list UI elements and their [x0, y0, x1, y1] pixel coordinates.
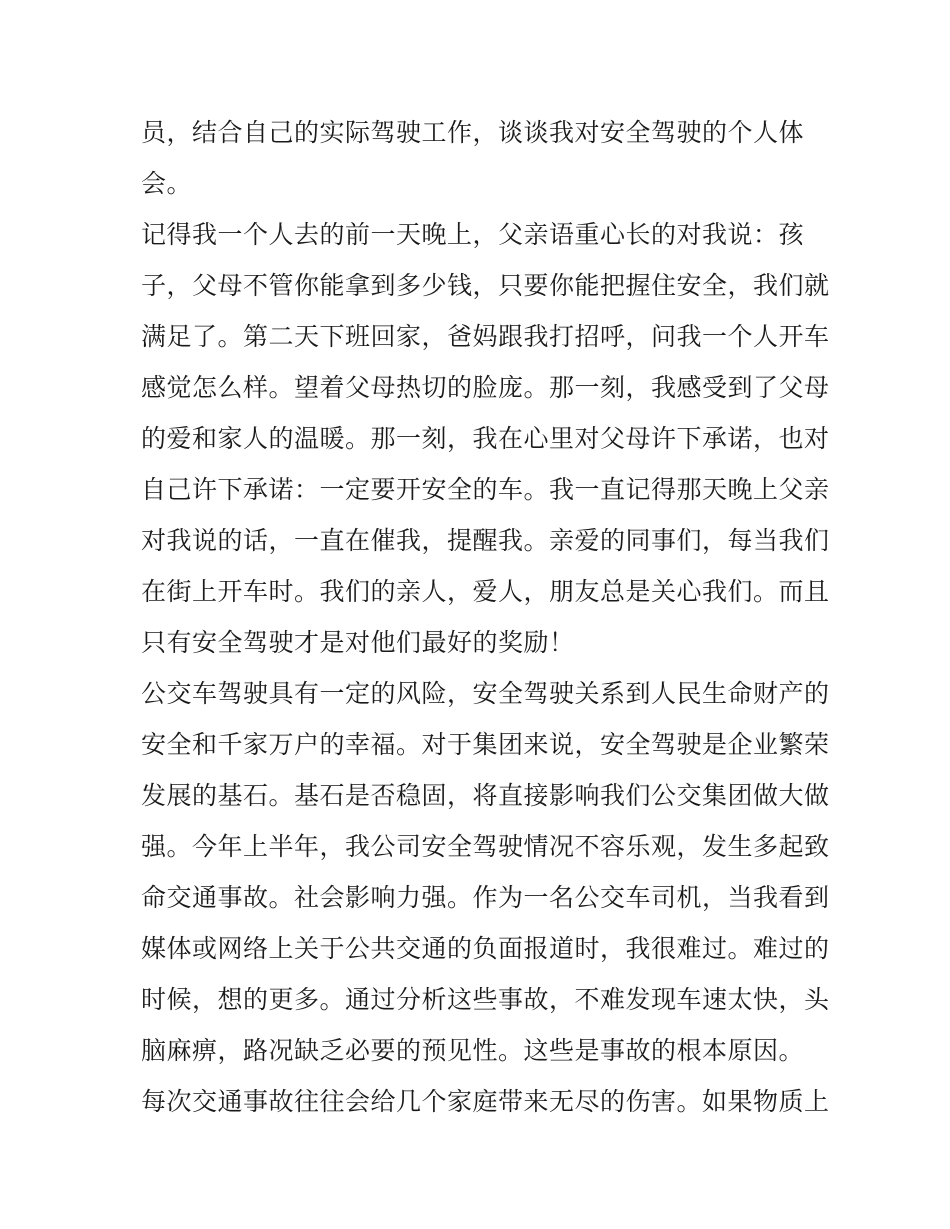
text-line: 公交车驾驶具有一定的风险，安全驾驶关系到人民生命财产的 — [141, 679, 830, 708]
text-line: 脑麻痹，路况缺乏必要的预见性。这些是事故的根本原因。 — [141, 1036, 805, 1065]
text-line: 发展的基石。基石是否稳固，将直接影响我们公交集团做大做 — [141, 781, 830, 810]
text-line: 子，父母不管你能拿到多少钱，只要你能把握住安全，我们就 — [141, 271, 830, 300]
text-line: 时候，想的更多。通过分析这些事故，不难发现车速太快，头 — [141, 985, 830, 1014]
text-line: 每次交通事故往往会给几个家庭带来无尽的伤害。如果物质上 — [141, 1087, 830, 1116]
text-line: 会。 — [141, 169, 193, 198]
text-line: 强。今年上半年，我公司安全驾驶情况不容乐观，发生多起致 — [141, 832, 830, 861]
text-line: 对我说的话，一直在催我，提醒我。亲爱的同事们，每当我们 — [141, 526, 830, 555]
text-line: 安全和千家万户的幸福。对于集团来说，安全驾驶是企业繁荣 — [141, 730, 830, 759]
text-line: 感觉怎么样。望着父母热切的脸庞。那一刻，我感受到了父母 — [141, 373, 830, 402]
text-line: 自己许下承诺：一定要开安全的车。我一直记得那天晚上父亲 — [141, 475, 830, 504]
text-line: 的爱和家人的温暖。那一刻，我在心里对父母许下承诺，也对 — [141, 424, 830, 453]
text-line: 记得我一个人去的前一天晚上，父亲语重心长的对我说：孩 — [141, 220, 805, 249]
text-line: 媒体或网络上关于公共交通的负面报道时，我很难过。难过的 — [141, 934, 830, 963]
text-line: 满足了。第二天下班回家，爸妈跟我打招呼，问我一个人开车 — [141, 322, 830, 351]
text-line: 命交通事故。社会影响力强。作为一名公交车司机，当我看到 — [141, 883, 830, 912]
text-line: 在街上开车时。我们的亲人，爱人，朋友总是关心我们。而且 — [141, 577, 830, 606]
text-line: 员，结合自己的实际驾驶工作，谈谈我对安全驾驶的个人体 — [141, 118, 805, 147]
text-line: 只有安全驾驶才是对他们最好的奖励！ — [141, 628, 575, 657]
body-text — [141, 107, 830, 1127]
